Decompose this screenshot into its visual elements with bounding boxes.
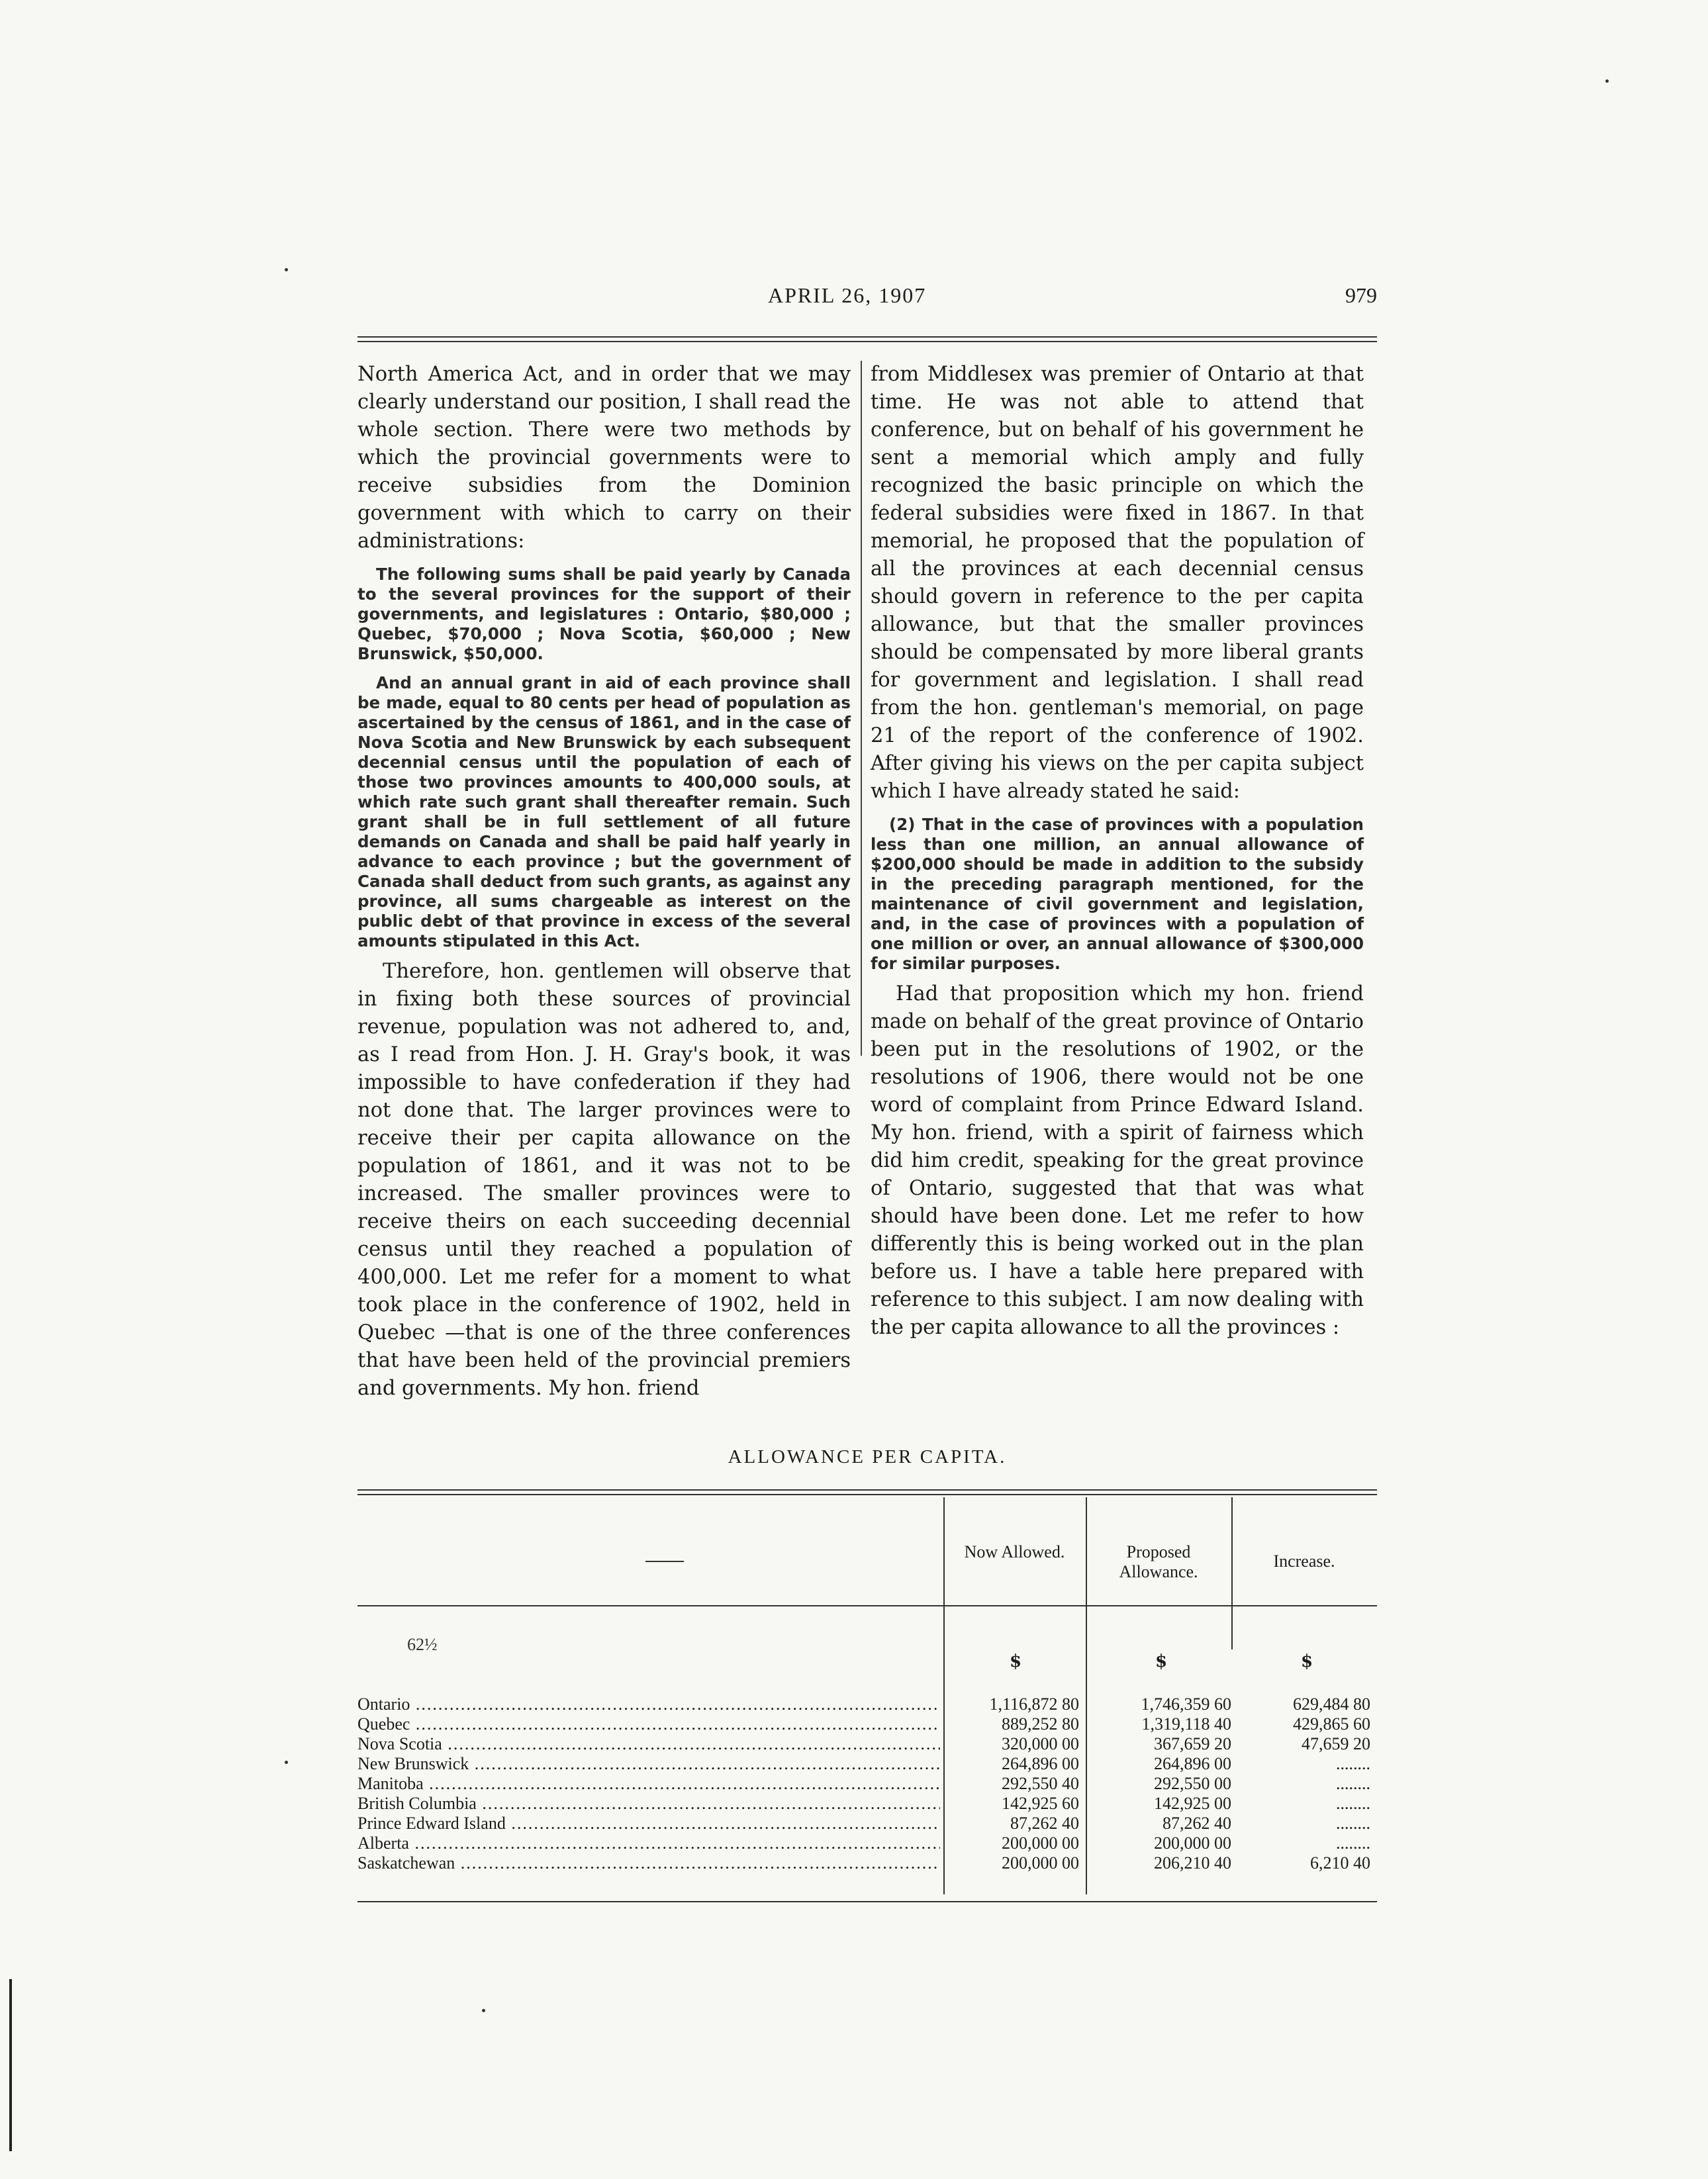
row-increase: 6,210 40 [1310,1853,1370,1873]
page-header [357,278,1377,311]
currency-symbol-3: $ [1301,1651,1313,1671]
row-increase: ........ [1336,1794,1370,1813]
row-name: Manitoba ..... [357,1774,940,1794]
row-now-allowed: 320,000 00 [1002,1734,1079,1753]
col-head-increase: Increase. [1273,1552,1335,1571]
table-row [357,1774,1377,1794]
table-bottom-rule [357,1901,1377,1902]
row-proposed: 200,000 00 [1154,1833,1231,1853]
row-proposed: 367,659 20 [1154,1734,1231,1753]
table-head-rule [357,1605,1377,1606]
row-name: Nova Scotia ..... [357,1734,940,1754]
stub-dash [645,1561,684,1562]
row-name: New Brunswick ..... [357,1754,940,1774]
row-now-allowed: 264,896 00 [1002,1754,1079,1773]
right-quote-1: (2) That in the case of provinces with a population less than one million, an annual allowance of $200,000 should be made in addition to the subsidy in the preceding paragraph mentioned, for the maintenance of civil government and legislation, and, in the case of provinces with a population of one million or over, an annual allowance of $300,000 for similar purposes. [871,815,1364,973]
row-increase: ........ [1336,1774,1370,1793]
col-head-now-allowed: Now Allowed. [964,1542,1065,1561]
row-name: British Columbia ..... [357,1794,940,1814]
row-increase: 629,484 80 [1293,1694,1370,1714]
table-row [357,1814,1377,1833]
row-increase: 47,659 20 [1302,1734,1370,1753]
paper-speck [285,1761,288,1764]
row-proposed: 1,746,359 60 [1141,1694,1231,1714]
page-number: 979 [1345,283,1377,307]
row-now-allowed: 142,925 60 [1002,1794,1079,1813]
table-top-rule [357,1489,1377,1495]
row-proposed: 87,262 40 [1162,1814,1231,1833]
row-proposed: 206,210 40 [1154,1853,1231,1873]
right-column [871,361,1364,1342]
table-row [357,1853,1377,1873]
left-quote-1: The following sums shall be paid yearly by Canada to the several provinces for the support of their governments, and legislatures : Ontario, $80,000 ; Quebec, $70,000 ; Nova Scotia, $60,000 ; New Brunswick, $50,000. [357,565,851,663]
table-row [357,1734,1377,1754]
left-quote-2: And an annual grant in aid of each province shall be made, equal to 80 cents per head of population as ascertained by the census of 1861, and in the case of Nova Scotia and New Brunswick by each subsequent decennial census until the population of each of those two provinces amounts to 400,000 souls, at which rate such grant shall thereafter remain. Such grant shall be in full settlement of all future demands on Canada and shall be paid half yearly in advance to each province ; but the government of Canada shall deduct from such grants, as against any province, all sums chargeable as interest on the public debt of that province in excess of the several amounts stipulated in this Act. [357,673,851,950]
table-row [357,1714,1377,1734]
table-row [357,1794,1377,1814]
currency-symbol-2: $ [1155,1651,1168,1671]
table-row [357,1833,1377,1853]
row-name: Prince Edward Island ..... [357,1814,940,1833]
row-now-allowed: 1,116,872 80 [989,1694,1079,1714]
column-divider [861,361,862,1056]
table-row [357,1754,1377,1774]
row-now-allowed: 87,262 40 [1010,1814,1079,1833]
row-increase: ........ [1336,1754,1370,1773]
row-now-allowed: 200,000 00 [1002,1833,1079,1853]
header-rule [357,336,1377,342]
left-column [357,361,851,1403]
row-proposed: 142,925 00 [1154,1794,1231,1813]
left-paragraph-2: Therefore, hon. gentlemen will observe that in fixing both these sources of provincial revenue, population was not adhered to, and, as I read from Hon. J. H. Gray's book, it was impossible to have confederation if they had not done that. The larger provinces were to receive their per capita allowance on the population of 1861, and it was not to be increased. The smaller provinces were to receive theirs on each succeeding decennial census until they reached a population of 400,000. Let me refer for a moment to what took place in the conference of 1902, held in Quebec —that is one of the three conferences that have been held of the provincial premiers and governments. My hon. friend [357,960,851,1400]
paper-speck [1605,79,1609,83]
row-proposed: 264,896 00 [1154,1754,1231,1773]
currency-symbol-1: $ [1010,1651,1022,1671]
row-name: Saskatchewan ..... [357,1853,940,1873]
margin-mark [9,1979,12,2151]
row-increase: ........ [1336,1814,1370,1833]
row-increase: ........ [1336,1833,1370,1853]
row-proposed: 1,319,118 40 [1141,1714,1231,1734]
header-date: APRIL 26, 1907 [768,283,927,307]
table-row [357,1694,1377,1714]
table-vline-3 [1231,1497,1233,1649]
row-name: Quebec ..... [357,1714,940,1734]
col-head-proposed: Proposed Allowance. [1119,1542,1198,1581]
paper-speck [285,268,288,271]
row-now-allowed: 292,550 40 [1002,1774,1079,1793]
paper-speck [482,2009,485,2012]
page-footer-mark: 62½ [407,1635,438,1654]
row-now-allowed: 200,000 00 [1002,1853,1079,1873]
row-proposed: 292,550 00 [1154,1774,1231,1793]
right-paragraph-2: Had that proposition which my hon. friend made on behalf of the great province of Ontario been put in the resolutions of 1902, or the resolutions of 1906, there would not be one word of complaint from Prince Edward Island. My hon. friend, with a spirit of fairness which did him credit, speaking for the great province of Ontario, suggested that that was what should have been done. Let me refer to how differently this is being worked out in the plan before us. I have a table here prepared with reference to this subject. I am now dealing with the per capita allowance to all the provinces : [871,982,1364,1339]
table-title: ALLOWANCE PER CAPITA. [728,1446,1007,1467]
row-name: Ontario ..... [357,1694,940,1714]
row-now-allowed: 889,252 80 [1002,1714,1079,1734]
row-increase: 429,865 60 [1293,1714,1370,1734]
left-paragraph-1: North America Act, and in order that we may clearly understand our position, I shall read the whole section. There were two methods by which the provincial governments were to receive subsidies from the Dominion government with which to carry on their administrations: [357,363,851,553]
row-name: Alberta ..... [357,1833,940,1853]
right-paragraph-1: from Middlesex was premier of Ontario at that time. He was not able to attend that conference, but on behalf of his government he sent a memorial which amply and fully recognized the basic principle on which the federal subsidies were fixed in 1867. In that memorial, he proposed that the population of all the provinces at each decennial census should govern in reference to the per capita allowance, but that the smaller provinces should be compensated by more liberal grants for government and legislation. I shall read from the hon. gentleman's memorial, on page 21 of the report of the conference of 1902. After giving his views on the per capita subject which I have already stated he said: [871,363,1364,803]
